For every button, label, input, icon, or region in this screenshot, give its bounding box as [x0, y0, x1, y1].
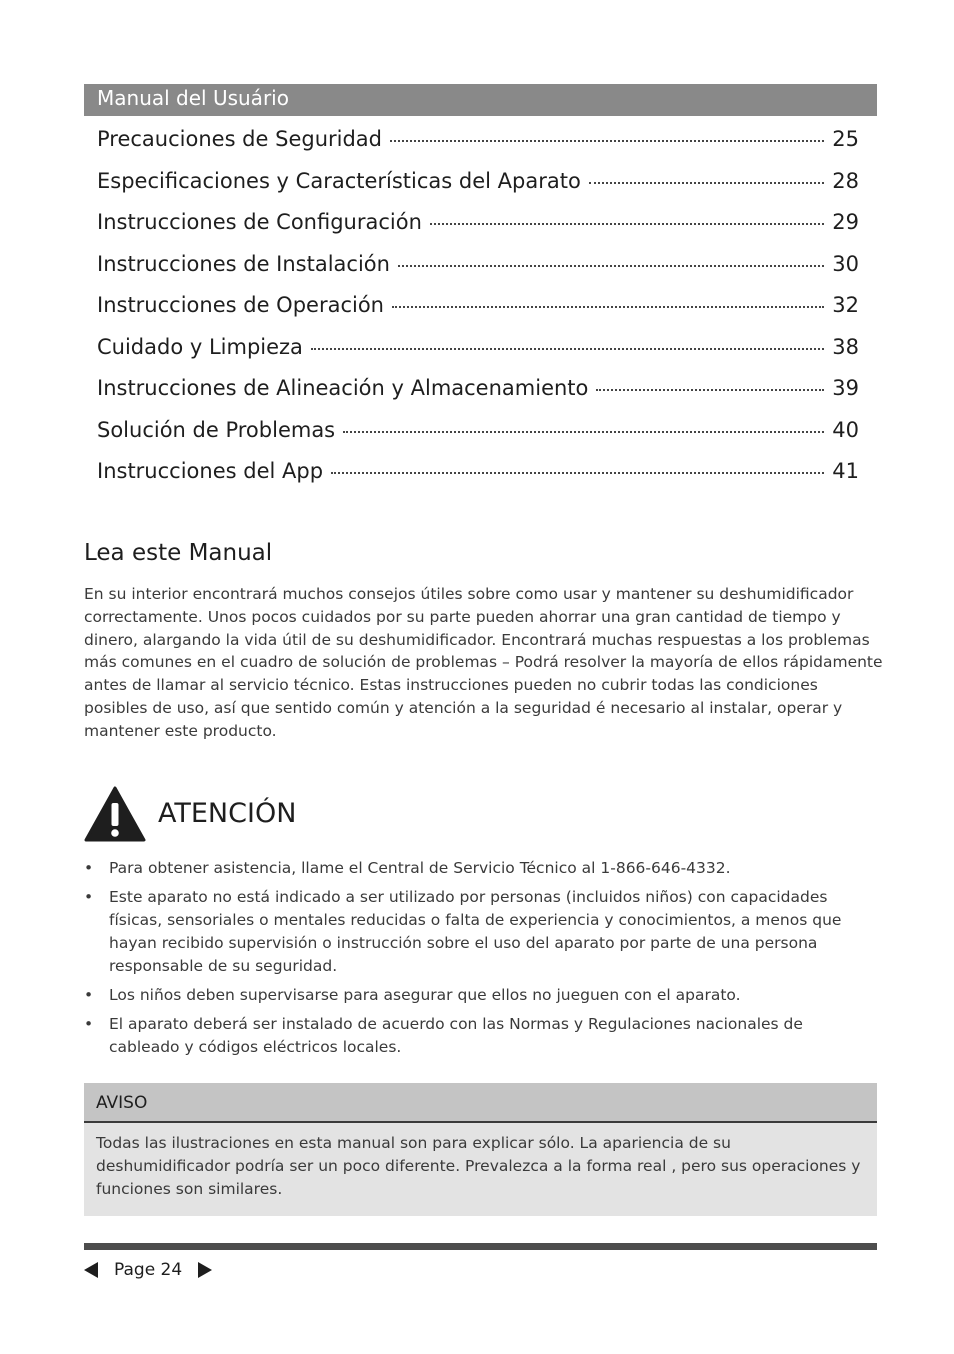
toc-entry-title: Instrucciones de Operación — [97, 293, 384, 317]
toc-leader-dots — [343, 431, 824, 433]
toc-entry-page: 41 — [832, 459, 859, 483]
toc-leader-dots — [390, 140, 824, 142]
toc-leader-dots — [589, 182, 824, 184]
footer-divider — [84, 1243, 877, 1250]
toc-entry-title: Instrucciones de Alineación y Almacenamiento — [97, 376, 589, 400]
warning-list — [84, 857, 876, 1065]
toc-entry-title: Precauciones de Seguridad — [97, 127, 382, 151]
toc-entry-page: 39 — [832, 376, 859, 400]
triangle-right-icon[interactable] — [198, 1262, 212, 1278]
toc-entry-title: Instrucciones de Instalación — [97, 251, 390, 276]
toc-entry-page: 29 — [832, 210, 859, 234]
toc-entry-title: Instrucciones del App — [97, 459, 324, 483]
toc-leader-dots — [311, 348, 824, 350]
toc-entry-page: 38 — [832, 334, 859, 359]
toc-entry — [97, 252, 859, 294]
list-item-text: El aparato deberá ser instalado de acuerdo con las Normas y Regulaciones nacionales de cableado y códigos eléctricos locales. — [109, 1015, 803, 1056]
toc-entry — [97, 335, 859, 377]
toc-entry — [97, 418, 859, 460]
toc-entry — [97, 169, 859, 211]
list-item-text: Este aparato no está indicado a ser utilizado por personas (incluidos niños) con capacidades físicas, sensoriales o mentales reducidas o falta de experiencia y conocimientos, a menos que hayan recibido supervisión o instrucción sobre el uso del aparato por parte de una persona responsable de su seguridad. — [109, 888, 842, 975]
toc-leader-dots — [398, 265, 824, 267]
list-item-text: Los niños deben supervisarse para asegurar que ellos no jueguen con el aparato. — [109, 986, 741, 1004]
triangle-left-icon[interactable] — [84, 1262, 98, 1278]
table-of-contents — [97, 127, 859, 501]
toc-entry-title: Instrucciones de Configuración — [97, 210, 422, 234]
toc-entry — [97, 127, 859, 169]
toc-entry-page: 40 — [832, 417, 859, 442]
toc-leader-dots — [430, 223, 824, 225]
page-number: Page 24 — [114, 1260, 183, 1280]
toc-entry-title: Solución de Problemas — [97, 417, 336, 442]
toc-entry-page: 28 — [832, 168, 859, 193]
toc-entry-page: 32 — [832, 293, 859, 317]
list-item-text: Para obtener asistencia, llame el Central de Servicio Técnico al 1-866-646-4332. — [109, 859, 731, 877]
read-manual-heading: Lea este Manual — [84, 540, 273, 566]
list-item — [84, 1013, 876, 1059]
toc-header: Manual del Usuário — [84, 84, 877, 116]
warning-triangle-icon — [84, 786, 146, 842]
toc-leader-dots — [596, 389, 824, 391]
toc-entry-title: Especificaciones y Características del Aparato — [97, 168, 581, 193]
read-manual-paragraph: En su interior encontrará muchos consejos útiles sobre como usar y mantener su deshumidificador correctamente. Unos pocos cuidados por su parte pueden ahorrar una gran cantidad de tiempo y dinero, alargando la vida útil de su deshumidificador. Encontrará muchas respuestas a los problemas más comunes en el cuadro de solución de problemas – Podrá resolver la mayoría de ellos rápidamente antes de llamar al servicio técnico. Estas instrucciones pueden no cubrir todas las condiciones posibles de uso, así que sentido común y atención a la seguridad é necesario al instalar, operar y mantener este producto. — [84, 585, 883, 740]
bullet-marker: • — [84, 888, 94, 906]
toc-entry — [97, 210, 859, 252]
list-item — [84, 984, 876, 1007]
toc-leader-dots — [331, 472, 824, 474]
bullet-marker: • — [84, 1015, 94, 1033]
toc-entry-page: 25 — [832, 127, 859, 151]
warning-heading: ATENCIÓN — [158, 798, 297, 829]
toc-entry — [97, 376, 859, 418]
notice-heading: AVISO — [84, 1083, 877, 1123]
toc-entry — [97, 293, 859, 335]
page-navigation — [84, 1258, 212, 1282]
toc-leader-dots — [392, 306, 824, 308]
toc-entry-title: Cuidado y Limpieza — [97, 334, 303, 359]
list-item — [84, 886, 876, 978]
toc-entry — [97, 459, 859, 501]
notice-text: Todas las ilustraciones en esta manual son para explicar sólo. La apariencia de su deshumidificador podría ser un poco diferente. Prevalezca a la forma real , pero sus operaciones y funciones son similares. — [96, 1134, 861, 1198]
list-item — [84, 857, 876, 880]
toc-entry-page: 30 — [832, 251, 859, 276]
bullet-marker: • — [84, 986, 94, 1004]
notice-box — [84, 1083, 877, 1216]
bullet-marker: • — [84, 859, 94, 877]
